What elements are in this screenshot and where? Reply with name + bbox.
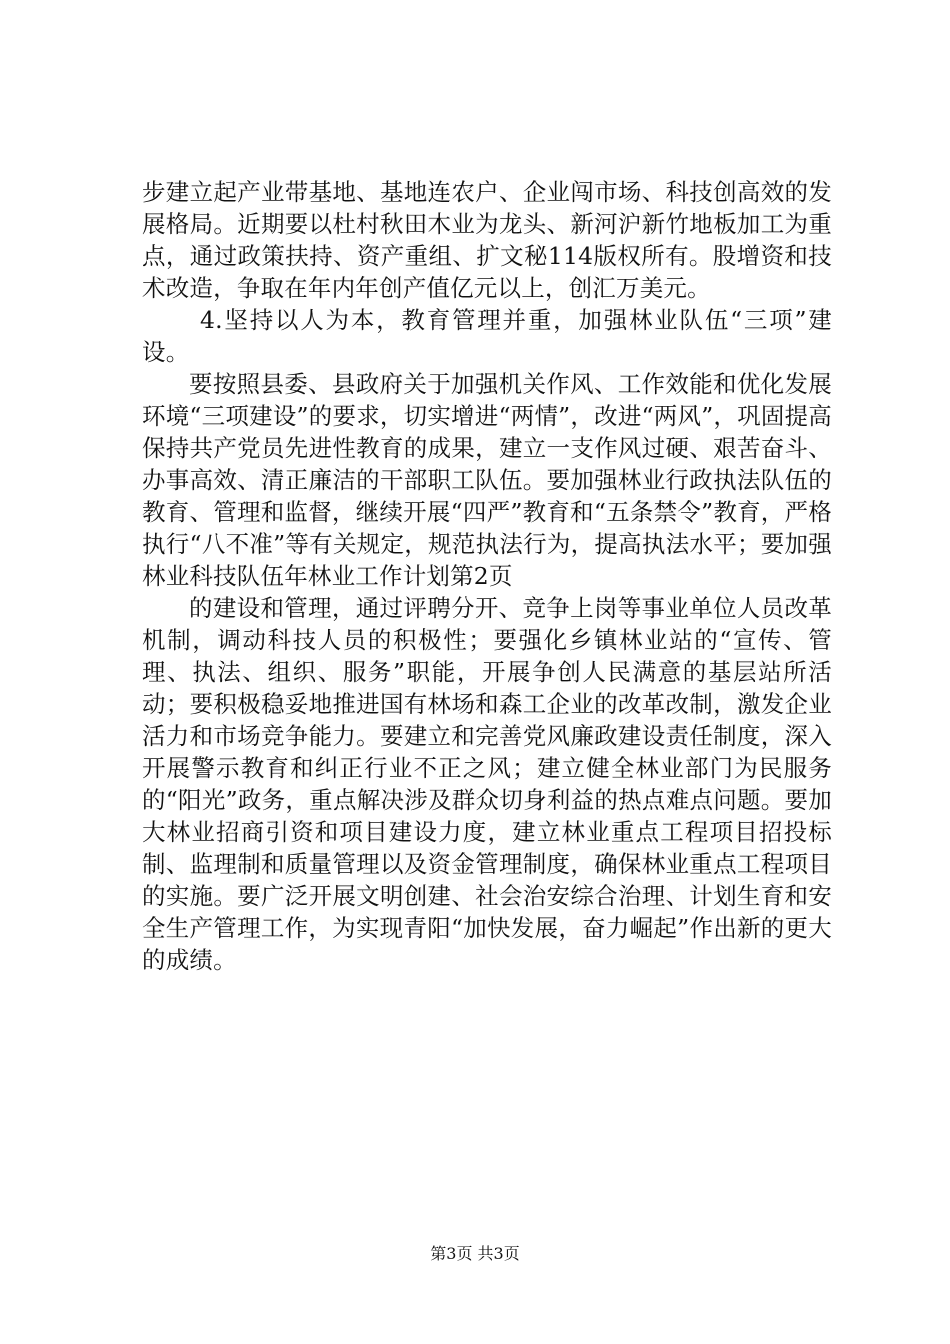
paragraph-team-building: 要按照县委、县政府关于加强机关作风、工作效能和优化发展环境“三项建设”的要求，切实增进“两情”，改进“两风”，巩固提高保持共产党员先进性教育的成果，建立一支作风过硬、艰苦奋斗、办事高效、清正廉洁的干部职工队伍。要加强林业行政执法队伍的教育、管理和监督，继续开展“四严”教育和“五条禁令”教育，严格执行“八不准”等有关规定，规范执法行为，提高执法水平；要加强林业科技队伍年林业工作计划第2页 — [142, 370, 832, 590]
page-number-label: 第3页 共3页 — [430, 1244, 520, 1263]
paragraph-industry-layout: 步建立起产业带基地、基地连农户、企业闯市场、科技创高效的发展格局。近期要以杜村秋田木业为龙头、新河沪新竹地板加工为重点，通过政策扶持、资产重组、扩文秘114版权所有。股增资和技术改造，争取在年内年创产值亿元以上，创汇万美元。 — [142, 178, 832, 302]
paragraph-section-4-heading: 4.坚持以人为本，教育管理并重，加强林业队伍“三项”建设。 — [142, 306, 832, 366]
page-footer — [0, 1244, 950, 1264]
paragraph-reform-measures: 的建设和管理，通过评聘分开、竞争上岗等事业单位人员改革机制，调动科技人员的积极性；要强化乡镇林业站的“宣传、管理、执法、组织、服务”职能，开展争创人民满意的基层站所活动；要积极稳妥地推进国有林场和森工企业的改革改制，激发企业活力和市场竞争能力。要建立和完善党风廉政建设责任制度，深入开展警示教育和纠正行业不正之风；建立健全林业部门为民服务的“阳光”政务，重点解决涉及群众切身利益的热点难点问题。要加大林业招商引资和项目建设力度，建立林业重点工程项目招投标制、监理制和质量管理以及资金管理制度，确保林业重点工程项目的实施。要广泛开展文明创建、社会治安综合治理、计划生育和安全生产管理工作，为实现青阳“加快发展，奋力崛起”作出新的更大的成绩。 — [142, 594, 832, 974]
document-body — [142, 176, 832, 976]
